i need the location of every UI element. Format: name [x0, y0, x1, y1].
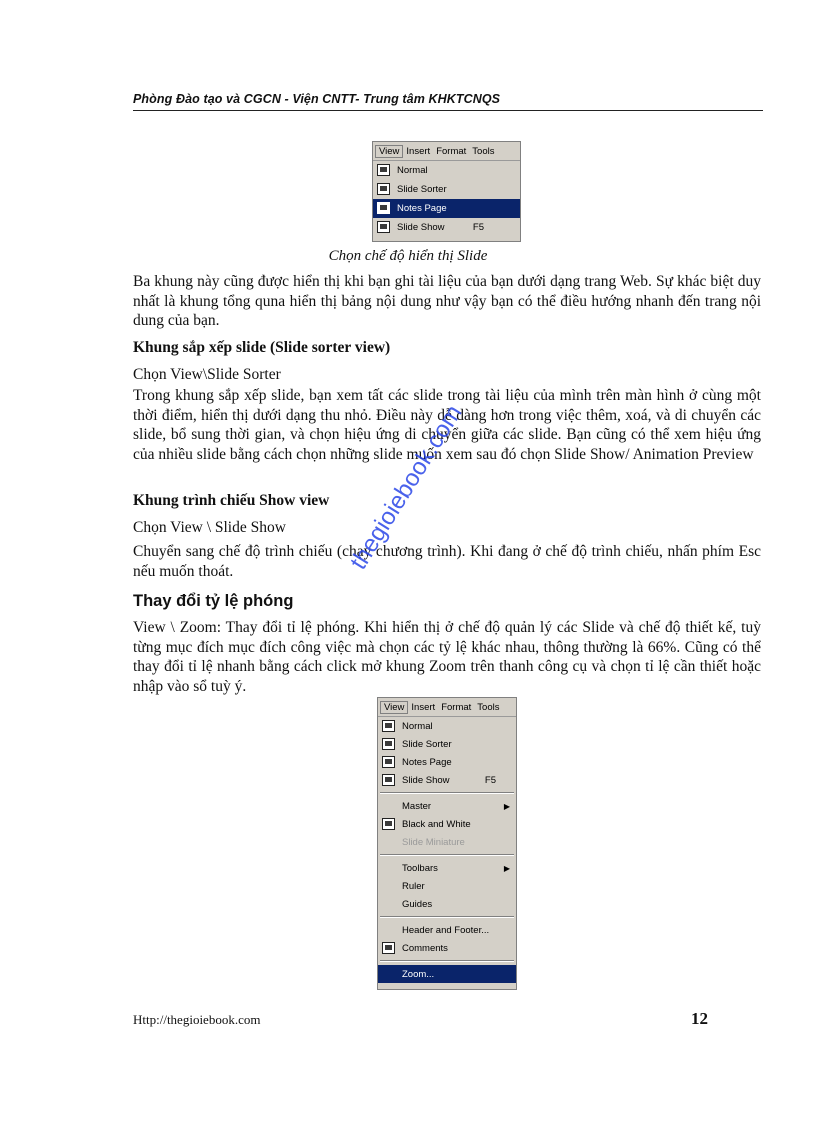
slide-sorter-icon — [382, 738, 395, 750]
menu-insert[interactable]: Insert — [406, 145, 431, 157]
menu-format[interactable]: Format — [441, 701, 472, 713]
menu-separator — [380, 916, 514, 918]
menu-item-header-footer[interactable] — [378, 921, 516, 939]
normal-view-icon — [382, 720, 395, 732]
menu-item-slide-sorter[interactable] — [378, 735, 516, 753]
menu-item-label: Zoom... — [402, 968, 435, 980]
menu-item-label: Guides — [402, 898, 433, 910]
menu-item-guides[interactable] — [378, 895, 516, 913]
submenu-arrow-icon: ▶ — [503, 801, 510, 811]
line-slide-show: Chọn View \ Slide Show — [133, 519, 286, 536]
menu-item-zoom[interactable] — [378, 965, 516, 983]
watermark: thegioiebook.com — [345, 400, 468, 575]
view-menu-screenshot-2 — [377, 697, 517, 990]
paragraph-4: View \ Zoom: Thay đổi tỉ lệ phóng. Khi hiển thị ở chế độ quản lý các Slide và chế độ thiết kế, tuỳ từng mục đích mục đích công việc mà chọn các tỷ lệ khác nhau, thông thường là 66%. Cũng có thể thay đổi tỉ lệ nhanh bằng cách click mở khung Zoom trên thanh công cụ và chọn tỉ lệ cần thiết hoặc nhập vào sổ tuỳ ý. — [133, 619, 761, 695]
notes-page-icon — [382, 756, 395, 768]
menu-item-toolbars[interactable] — [378, 859, 516, 877]
menu-item-label: Slide Sorter — [402, 738, 452, 750]
figure-caption: Chọn chế độ hiển thị Slide — [328, 248, 488, 264]
menu-item-slide-show[interactable] — [378, 771, 516, 789]
menu-item-slide-show[interactable] — [373, 218, 520, 237]
normal-view-icon — [377, 164, 390, 176]
menu-separator — [380, 854, 514, 856]
heading-show-view: Khung trình chiếu Show view — [133, 492, 330, 509]
comments-icon — [382, 942, 395, 954]
menu-item-label: Notes Page — [402, 756, 452, 768]
menu-view[interactable]: View — [375, 145, 403, 158]
menu-item-comments[interactable] — [378, 939, 516, 957]
menu-item-slide-miniature — [378, 833, 516, 851]
menu-item-label: Master — [402, 800, 432, 812]
heading-slide-sorter: Khung sắp xếp slide (Slide sorter view) — [133, 339, 391, 356]
menu-item-ruler[interactable] — [378, 877, 516, 895]
menu-tools[interactable]: Tools — [477, 701, 500, 713]
menu-item-label: Normal — [397, 165, 428, 176]
line-slide-sorter: Chọn View\Slide Sorter — [133, 366, 281, 383]
menu-item-label: Slide Miniature — [402, 836, 465, 848]
paragraph-2: Trong khung sắp xếp slide, bạn xem tất các slide trong tài liệu của mình trên màn hình ở cùng một thời điểm, hiển thị dưới dạng thu nhỏ. Điều này dễ dàng hơn trong việc thêm, xoá, và di chuyển các slide, bổ sung thời gian, và chọn hiệu ứng di chuyển giữa các slide. Bạn cũng có thể xem hiệu ứng của nhiều slide bằng cách chọn những slide muốn xem sau đó chọn Slide Show/ Animation Preview — [133, 387, 761, 463]
footer-url[interactable]: Http://thegioiebook.com — [133, 1012, 261, 1027]
menu-item-label: Toolbars — [402, 862, 438, 874]
paragraph-1: Ba khung này cũng được hiển thị khi bạn ghi tài liệu của bạn dưới dạng trang Web. Sự khác biệt duy nhất là khung tổng quna hiển thị bảng nội dung như vậy bạn có thể điều hướng nhanh đến trang nội dung của bạn. — [133, 273, 761, 329]
menubar — [373, 142, 520, 161]
menu-item-label: Comments — [402, 942, 448, 954]
menu-item-notes-page[interactable] — [373, 199, 520, 218]
notes-page-icon — [377, 202, 390, 214]
shortcut-key: F5 — [472, 222, 484, 233]
menu-item-normal[interactable] — [373, 161, 520, 180]
menu-insert[interactable]: Insert — [411, 701, 436, 713]
menu-item-label: Header and Footer... — [402, 924, 490, 936]
menu-item-normal[interactable] — [378, 717, 516, 735]
menu-item-label: Slide Show — [397, 222, 445, 233]
menu-item-slide-sorter[interactable] — [373, 180, 520, 199]
menu-item-label: Slide Sorter — [397, 184, 447, 195]
black-white-icon — [382, 818, 395, 830]
menu-format[interactable]: Format — [436, 145, 467, 157]
menu-item-master[interactable] — [378, 797, 516, 815]
paragraph-3: Chuyển sang chế độ trình chiếu (chạy chương trình). Khi đang ở chế độ trình chiếu, nhấn phím Esc nếu muốn thoát. — [133, 543, 761, 580]
menu-separator — [380, 792, 514, 794]
submenu-arrow-icon: ▶ — [503, 863, 510, 873]
page-number: 12 — [691, 1009, 708, 1028]
menu-item-label: Ruler — [402, 880, 425, 892]
slide-show-icon — [382, 774, 395, 786]
menu-tools[interactable]: Tools — [472, 145, 495, 157]
shortcut-key: F5 — [484, 774, 496, 786]
page-header: Phòng Đào tạo và CGCN - Viện CNTT- Trung tâm KHKTCNQS — [133, 92, 501, 106]
menubar — [378, 698, 516, 717]
menu-item-black-and-white[interactable] — [378, 815, 516, 833]
menu-item-label: Slide Show — [402, 774, 450, 786]
header-rule — [133, 110, 763, 111]
slide-show-icon — [377, 221, 390, 233]
slide-sorter-icon — [377, 183, 390, 195]
view-menu-screenshot-1 — [372, 141, 521, 242]
heading-zoom: Thay đổi tỷ lệ phóng — [133, 592, 294, 610]
menu-view[interactable]: View — [380, 701, 408, 714]
menu-separator — [380, 960, 514, 962]
menu-item-label: Normal — [402, 720, 433, 732]
menu-item-label: Black and White — [402, 818, 471, 830]
menu-item-notes-page[interactable] — [378, 753, 516, 771]
menu-item-label: Notes Page — [397, 203, 447, 214]
